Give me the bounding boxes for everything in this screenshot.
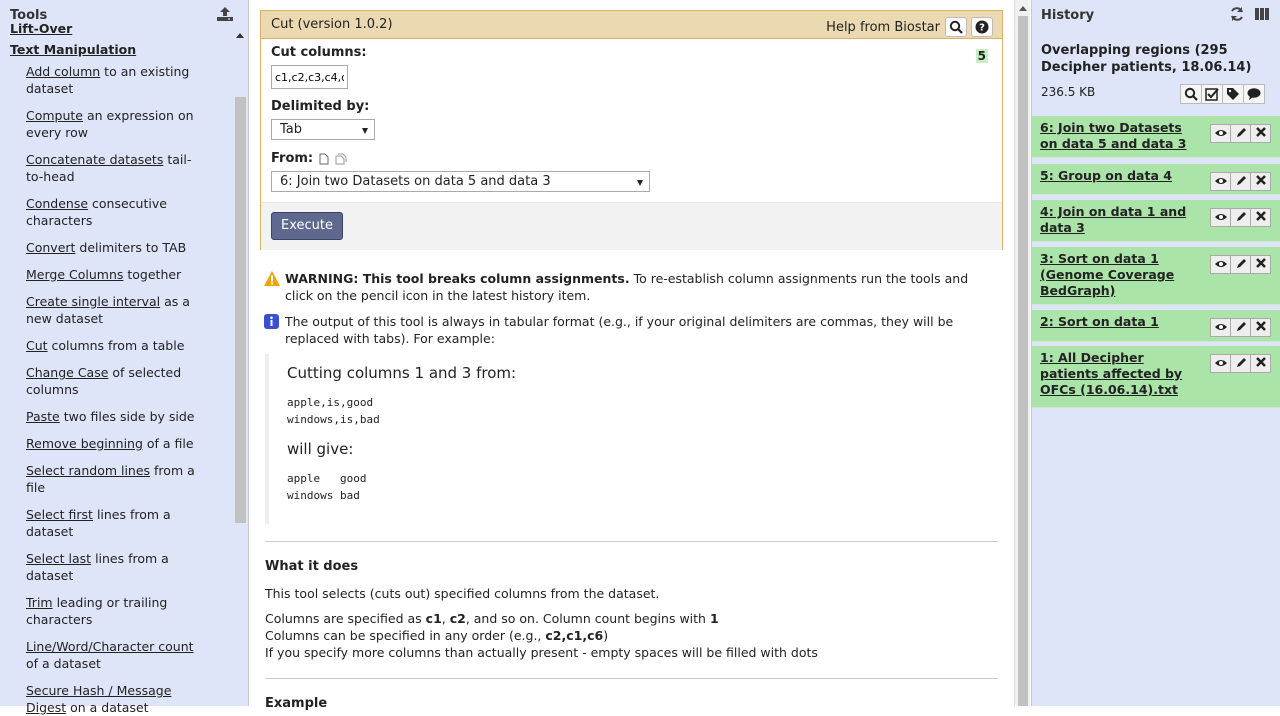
svg-text:?: ? — [979, 22, 985, 34]
tool-item: Cut columns from a table — [26, 338, 185, 353]
history-header — [1032, 0, 1280, 29]
search-icon[interactable] — [945, 17, 967, 37]
history-dataset-6[interactable] — [1032, 116, 1280, 158]
refresh-icon[interactable] — [1229, 6, 1245, 22]
checkbox-select-icon[interactable] — [1201, 84, 1223, 104]
history-dataset-2[interactable] — [1032, 310, 1280, 342]
help-biostar-label[interactable]: Help from Biostar — [826, 20, 940, 35]
eye-icon[interactable] — [1210, 172, 1231, 191]
tool-title: Cut (version 1.0.2) — [271, 17, 393, 32]
tool-link[interactable]: Compute — [26, 108, 84, 123]
dataset-title[interactable]: 2: Sort on data 1 — [1040, 314, 1159, 329]
dataset-title[interactable]: 4: Join on data 1 and data 3 — [1040, 204, 1187, 235]
columns-spec-text: Columns are specified as c1, c2, and so on. Column count begins with 1 — [265, 611, 719, 626]
delete-x-icon[interactable] — [1250, 208, 1271, 227]
cut-columns-input[interactable] — [271, 65, 348, 89]
pencil-icon[interactable] — [1230, 172, 1251, 191]
history-name[interactable]: Overlapping regions (295 Decipher patients, 18.06.14) — [1041, 43, 1252, 75]
tool-link[interactable]: Create single interval — [26, 294, 161, 309]
eye-icon[interactable] — [1210, 124, 1231, 143]
dataset-actions — [1211, 255, 1271, 274]
tool-link[interactable]: Change Case — [26, 365, 109, 380]
dataset-actions — [1211, 172, 1271, 191]
tool-link[interactable]: Line/Word/Character count — [26, 639, 194, 654]
delimited-by-label: Delimited by: — [271, 99, 370, 114]
from-dataset-select[interactable]: 6: Join two Datasets on data 5 and data 3 — [271, 171, 650, 192]
tool-link[interactable]: Select random lines — [26, 463, 151, 478]
pencil-icon[interactable] — [1230, 318, 1251, 337]
pencil-icon[interactable] — [1230, 255, 1251, 274]
pencil-icon[interactable] — [1230, 354, 1251, 373]
scroll-up-arrow-icon[interactable] — [236, 33, 244, 38]
tool-link[interactable]: Select last — [26, 551, 92, 566]
history-panel — [1031, 0, 1280, 706]
delimiter-select[interactable]: Tab — [271, 119, 375, 140]
eye-icon[interactable] — [1210, 255, 1231, 274]
example-output-code: apple good windows bad — [287, 472, 367, 502]
dataset-title[interactable]: 3: Sort on data 1 (Genome Coverage BedGraph) — [1040, 251, 1175, 298]
section-text-manipulation[interactable]: Text Manipulation — [10, 42, 137, 57]
columns-order-text: Columns can be specified in any order (e.g., c2,c1,c6) — [265, 628, 609, 643]
tool-item: Create single interval as a new dataset — [26, 294, 190, 326]
search-icon[interactable] — [1180, 84, 1202, 104]
execute-button[interactable]: Execute — [271, 212, 343, 240]
tool-item: Select first lines from a dataset — [26, 507, 171, 539]
tool-form-header — [261, 11, 1002, 39]
example-heading-input: Cutting columns 1 and 3 from: — [287, 364, 517, 382]
cut-columns-label: Cut columns: — [271, 45, 367, 60]
tool-item: Select random lines from a file — [26, 463, 195, 495]
tool-form — [260, 10, 1003, 250]
tool-item: Paste two files side by side — [26, 409, 195, 424]
tool-item: Condense consecutive characters — [26, 196, 167, 228]
example-heading-output: will give: — [287, 440, 354, 458]
tool-link[interactable]: Convert — [26, 240, 76, 255]
tool-item: Compute an expression on every row — [26, 108, 194, 140]
center-panel — [250, 0, 1014, 711]
delete-x-icon[interactable] — [1250, 255, 1271, 274]
tool-item: Convert delimiters to TAB — [26, 240, 187, 255]
divider — [265, 678, 998, 679]
history-dataset-1[interactable] — [1032, 346, 1280, 408]
dropdown-arrow-icon — [637, 180, 643, 186]
warning-message: WARNING: This tool breaks column assignments. To re-establish column assignments run the tools and click on the pencil icon in the latest history item. — [264, 270, 994, 304]
pencil-icon[interactable] — [1230, 208, 1251, 227]
from-label: From: — [271, 151, 314, 166]
tool-item: Concatenate datasets tail-to-head — [26, 152, 192, 184]
tool-item: Change Case of selected columns — [26, 365, 182, 397]
single-file-icon — [320, 154, 328, 164]
delete-x-icon[interactable] — [1250, 318, 1271, 337]
history-size: 236.5 KB — [1041, 85, 1096, 99]
example-input-code: apple,is,good windows,is,bad — [287, 396, 380, 426]
tool-link[interactable]: Condense — [26, 196, 89, 211]
example-quote-bar — [265, 354, 269, 524]
history-title: History — [1041, 8, 1095, 23]
history-dataset-3[interactable] — [1032, 247, 1280, 305]
eye-icon[interactable] — [1210, 318, 1231, 337]
tool-link[interactable]: Secure Hash / Message Digest — [26, 683, 172, 715]
dataset-title[interactable]: 6: Join two Datasets on data 5 and data 3 — [1040, 120, 1187, 151]
tags-icon[interactable] — [1222, 84, 1244, 104]
tool-link[interactable]: Concatenate datasets — [26, 152, 164, 167]
dataset-actions — [1211, 354, 1271, 373]
tool-link[interactable]: Select first — [26, 507, 93, 522]
history-options-icon[interactable] — [1254, 6, 1270, 22]
tool-panel-scrollbar[interactable] — [233, 29, 248, 706]
multiple-files-icon — [336, 154, 346, 164]
scrollbar-thumb[interactable] — [1018, 16, 1028, 706]
upload-icon[interactable] — [216, 6, 234, 22]
scrollbar-thumb[interactable] — [235, 97, 246, 523]
dataset-actions — [1211, 124, 1271, 143]
execute-area — [261, 202, 1002, 250]
eye-icon[interactable] — [1210, 354, 1231, 373]
dataset-actions — [1211, 318, 1271, 337]
tool-item: Merge Columns together — [26, 267, 182, 282]
tool-link[interactable]: Cut — [26, 338, 48, 353]
from-icons — [318, 153, 350, 165]
column-count-badge: 5 — [977, 49, 986, 63]
tool-item: Add column to an existing dataset — [26, 64, 190, 96]
tool-link[interactable]: Merge Columns — [26, 267, 124, 282]
dataset-title[interactable]: 1: All Decipher patients affected by OFCs (16.06.14).txt — [1040, 350, 1183, 397]
delete-x-icon[interactable] — [1250, 124, 1271, 143]
dropdown-arrow-icon — [362, 128, 368, 134]
history-dataset-4[interactable] — [1032, 200, 1280, 242]
tool-panel-title: Tools — [10, 8, 48, 23]
center-scrollbar[interactable] — [1014, 0, 1030, 706]
history-dataset-5[interactable] — [1032, 164, 1280, 195]
tool-item: Select last lines from a dataset — [26, 551, 169, 583]
section-lift-over[interactable]: Lift-Over — [10, 21, 73, 36]
columns-extra-text: If you specify more columns than actually present - empty spaces will be filled with dots — [265, 645, 818, 660]
tool-item: Line/Word/Character count of a dataset — [26, 639, 194, 671]
divider — [265, 541, 998, 542]
tool-item: Remove beginning of a file — [26, 436, 194, 451]
warning-icon — [264, 271, 280, 286]
example-heading: Example — [265, 696, 328, 711]
tool-list — [0, 21, 232, 715]
history-toolbar — [1181, 84, 1265, 104]
dataset-actions — [1211, 208, 1271, 227]
pencil-icon[interactable] — [1230, 124, 1251, 143]
eye-icon[interactable] — [1210, 208, 1231, 227]
question-icon[interactable] — [971, 17, 993, 37]
tool-link[interactable]: Remove beginning — [26, 436, 143, 451]
info-icon — [264, 314, 279, 329]
tool-link[interactable]: Paste — [26, 409, 60, 424]
tool-link[interactable]: Add column — [26, 64, 101, 79]
dataset-title[interactable]: 5: Group on data 4 — [1040, 168, 1172, 183]
tool-item: Trim leading or trailing characters — [26, 595, 168, 627]
annotation-comment-icon[interactable] — [1243, 84, 1265, 104]
delete-x-icon[interactable] — [1250, 354, 1271, 373]
delete-x-icon[interactable] — [1250, 172, 1271, 191]
tool-item: Secure Hash / Message Digest on a dataset — [26, 683, 172, 715]
description-text: This tool selects (cuts out) specified columns from the dataset. — [265, 586, 660, 601]
tool-panel — [0, 0, 249, 715]
tool-link[interactable]: Trim — [26, 595, 53, 610]
info-message: The output of this tool is always in tabular format (e.g., if your original delimiters are commas, they will be replaced with tabs). For example: — [264, 313, 994, 347]
what-it-does-heading: What it does — [265, 559, 359, 574]
scroll-up-arrow-icon[interactable] — [1019, 6, 1027, 11]
